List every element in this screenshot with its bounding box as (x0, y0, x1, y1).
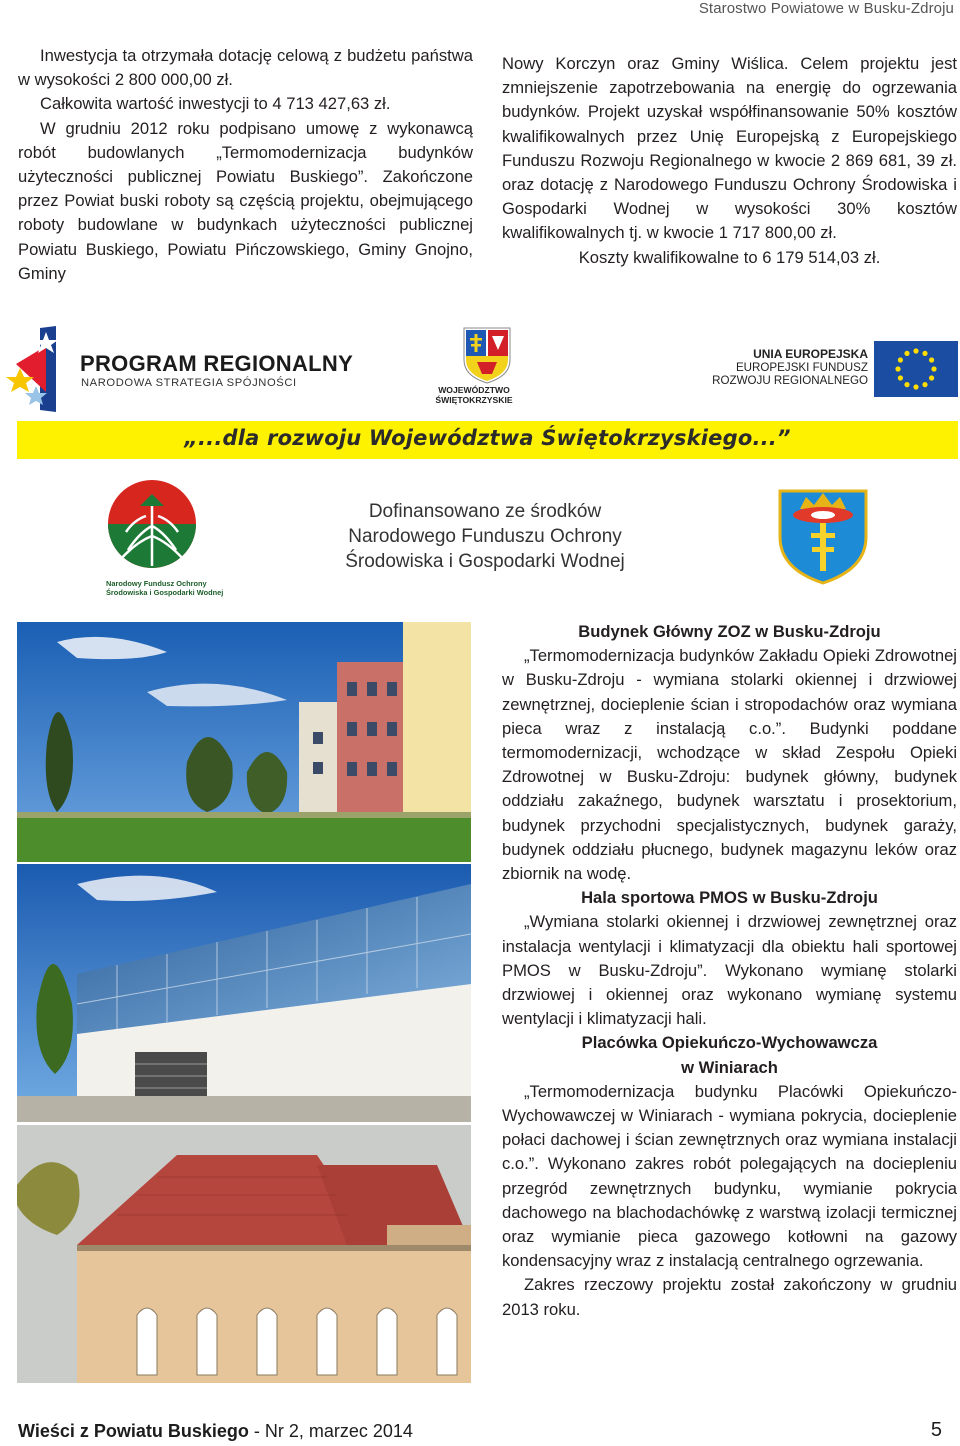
busko-zdroj-crest-icon (778, 487, 868, 585)
wojewodztwo-swietokrzyskie-crest-icon (462, 326, 512, 384)
paragraph-total-value: Całkowita wartość inwestycji to 4 713 427,63 zł. (40, 94, 391, 114)
section-heading-winiary-line1: Placówka Opiekuńczo-Wychowawcza (581, 1033, 878, 1053)
nfosigw-label-line1: Narodowy Fundusz Ochrony (106, 579, 207, 588)
footer-publication-title: Wieści z Powiatu Buskiego (18, 1421, 249, 1441)
section-heading-winiary-line2: w Winiarach (681, 1057, 778, 1077)
funding-line3: Środowiska i Gospodarki Wodnej (345, 551, 625, 572)
eu-label-line3: ROZWOJU REGIONALNEGO (712, 374, 868, 387)
funding-line1: Dofinansowano ze środków (368, 501, 602, 522)
wojewodztwo-label-line2: ŚWIĘTOKRZYSKIE (435, 395, 513, 405)
nfosigw-label-line2: Środowiska i Gospodarki Wodnej (106, 588, 224, 597)
program-regionalny-title: PROGRAM REGIONALNY (80, 351, 354, 376)
slogan-bar (17, 421, 958, 459)
paragraph-dotation: Inwestycja ta otrzymała dotację celową z budżetu państwa w wysokości 2 800 000,00 zł. (18, 46, 473, 90)
eu-label-line2: EUROPEJSKI FUNDUSZ (735, 361, 868, 374)
left-text-column (18, 44, 473, 286)
photo-zoz-main-building (17, 622, 471, 862)
footer-issue: - Nr 2, marzec 2014 (248, 1421, 413, 1441)
section-body-zoz: „Termomodernizacja budynków Zakładu Opieki Zdrowotnej w Busku-Zdroju - wymiana stolarki okiennej i drzwiowej zewnętrznej, docieplenie ścian i stropodachów oraz wymiana pieca wraz z instalacją c.o.”. Budynki poddane termomodernizacji, wchodzące w skład Zespołu Opieki Zdrowotnej w Busku-Zdroju: budynek główny, budynek oddziału zakaźnego, budynek warsztatu i prosektorium, budynek przychodni specjalistycznych, budynek garaży, budynek oddziału płucnego, budynek magazynu leków oraz zbiornik na wodę. (502, 646, 957, 884)
footer-publication (18, 1421, 413, 1442)
eu-label-line1: UNIA EUROPEJSKA (753, 347, 868, 361)
running-head: Starostwo Powiatowe w Busku-Zdroju (698, 0, 954, 17)
eu-flag-icon (874, 341, 958, 397)
funding-statement (290, 499, 680, 574)
wojewodztwo-label (424, 385, 524, 405)
articles-column (502, 620, 957, 1322)
nfosigw-logo-icon (106, 476, 198, 580)
program-regionalny-subtitle: NARODOWA STRATEGIA SPÓJNOŚCI (81, 377, 297, 389)
section-heading-zoz: Budynek Główny ZOZ w Busku-Zdroju (578, 622, 881, 641)
right-text-column-top (502, 52, 957, 270)
section-body-winiary: „Termomodernizacja budynku Placówki Opiekuńczo-Wychowawczej w Winiarach - wymiana pokrycia, docieplenie połaci dachowej i ścian zewnętrznych oraz wymiana instalacji c.o.”. Wykonano zakres robót polegających na dociepleniu przegród zewnętrznych budynku, wymianie pokrycia dachowego na blachodachówkę z warstwą izolacji termicznej oraz wymianie pieca gazowego kotłowni na gazowy kondensacyjny wraz z instalacją centralnego ogrzewania. (502, 1081, 957, 1271)
section-heading-pmos: Hala sportowa PMOS w Busku-Zdroju (581, 888, 878, 908)
wojewodztwo-label-line1: WOJEWÓDZTWO (438, 385, 510, 395)
program-regionalny-logo-icon (6, 326, 78, 412)
page-number: 5 (930, 1419, 942, 1441)
slogan-text: „...dla rozwoju Województwa Świętokrzyskiego...” (184, 426, 791, 450)
photo-winiary-building (17, 1125, 471, 1383)
eu-label (712, 348, 868, 387)
section-closing-winiary: Zakres rzeczowy projektu został zakończony w grudniu 2013 roku. (502, 1275, 957, 1319)
paragraph-contract: W grudniu 2012 roku podpisano umowę z wykonawcą robót budowlanych „Termomodernizacja budynków użyteczności publicznej Powiatu Buskiego”. Zakończone przez Powiat buski roboty są częścią projektu, obejmującego roboty budowlane w budynkach użyteczności publicznej Powiatu Buskiego, Powiatu Pińczowskiego, Gminy Gnojno, Gminy (18, 118, 473, 283)
paragraph-project-goal: Nowy Korczyn oraz Gminy Wiślica. Celem projektu jest zmniejszenie zapotrzebowania na energię do ogrzewania budynków. Projekt uzyskał współfinansowanie 50% kosztów kwalifikowalnych przez Unię Europejską z Europejskiego Funduszu Rozwoju Regionalnego w kwocie 2 869 681, 39 zł. oraz dotację z Narodowego Funduszu Ochrony Środowiska i Gospodarki Wodnej w wysokości 30% kosztów kwalifikowalnych tj. w kwocie 1 717 800,00 zł. (502, 54, 957, 243)
funding-line2: Narodowego Funduszu Ochrony (348, 526, 622, 547)
photo-pmos-sports-hall (17, 864, 471, 1122)
paragraph-eligible-costs: Koszty kwalifikowalne to 6 179 514,03 zł. (578, 247, 881, 267)
section-body-pmos: „Wymiana stolarki okiennej i drzwiowej zewnętrznej oraz instalacja wentylacji i klimatyzacji dla obiektu hali sportowej PMOS w Busku-Zdroju”. Wykonano wymianę stolarki drzwiowej i okiennej oraz wykonano wymianę systemu wentylacji i klimatyzacji hali. (502, 912, 957, 1029)
nfosigw-label (106, 579, 223, 597)
